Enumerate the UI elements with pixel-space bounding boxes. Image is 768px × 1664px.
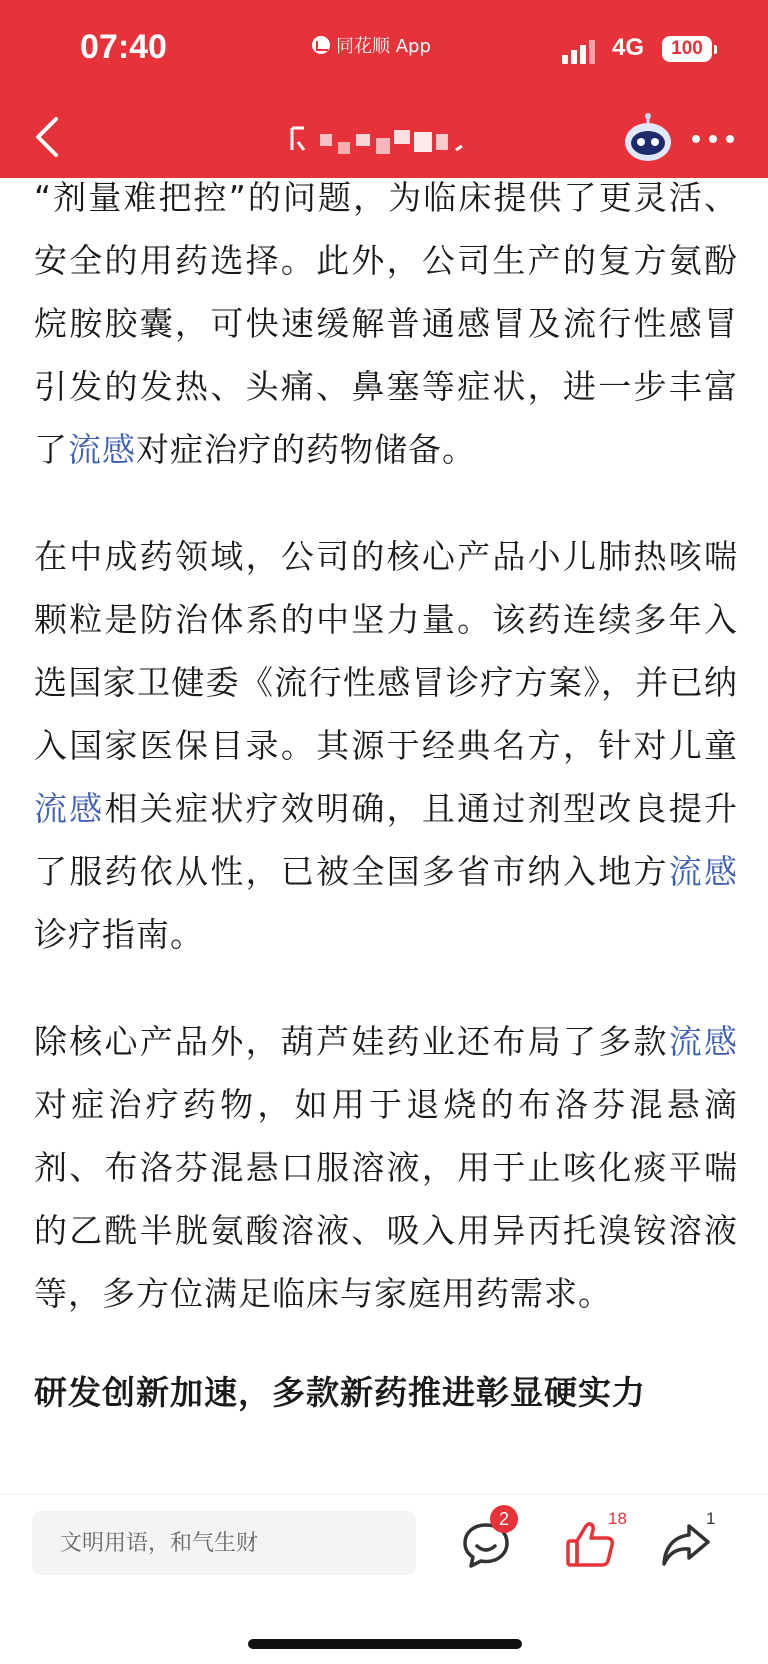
signal-icon	[562, 38, 602, 64]
article-paragraph: 除核心产品外，葫芦娃药业还布局了多款流感对症治疗药物，如用于退烧的布洛芬混悬滴剂、布洛芬混悬口服溶液，用于止咳化痰平喘的乙酰半胱氨酸溶液、吸入用异丙托溴铵溶液等，多方位满足临床与家庭用药需求。	[34, 1022, 739, 1313]
status-bar	[0, 0, 768, 100]
comments-count-badge: 2	[490, 1505, 518, 1533]
comment-input[interactable]	[32, 1511, 416, 1575]
bottom-action-bar	[0, 1494, 768, 1664]
article-paragraph: “剂量难把控”的问题，为临床提供了更灵活、安全的用药选择。此外，公司生产的复方氨酚烷胺胶囊，可快速缓解普通感冒及流行性感冒引发的发热、头痛、鼻塞等症状，进一步丰富了流感对症治疗的药物储备。	[34, 178, 738, 469]
nav-title-obscured	[290, 120, 490, 160]
article-body	[34, 166, 738, 1424]
keyword-link[interactable]: 流感	[668, 852, 739, 891]
app-header	[0, 0, 768, 178]
app-indicator	[312, 30, 431, 60]
network-type: 4G	[612, 34, 645, 61]
keyword-link[interactable]: 流感	[68, 430, 136, 469]
share-button[interactable]	[656, 1511, 720, 1575]
home-indicator[interactable]	[248, 1639, 522, 1649]
like-button[interactable]	[560, 1509, 627, 1575]
shares-count: 1	[706, 1509, 716, 1528]
app-name: 同花顺 App	[336, 36, 431, 57]
robot-icon	[622, 112, 674, 164]
more-button[interactable]	[690, 124, 736, 154]
back-button[interactable]	[28, 112, 72, 162]
battery-icon: 100	[662, 36, 712, 62]
status-time: 07:40	[80, 28, 167, 66]
section-heading: 研发创新加速，多款新药推进彰显硬实力	[34, 1373, 646, 1412]
ai-assistant-button[interactable]	[622, 112, 674, 164]
more-dots-icon	[692, 135, 700, 143]
share-arrow-icon	[660, 1519, 712, 1571]
keyword-link[interactable]: 流感	[34, 789, 105, 828]
article-paragraph: 在中成药领域，公司的核心产品小儿肺热咳喘颗粒是防治体系的中坚力量。该药连续多年入选国家卫健委《流行性感冒诊疗方案》，并已纳入国家医保目录。其源于经典名方，针对儿童流感相关症状疗效明确，且通过剂型改良提升了服药依从性，已被全国多省市纳入地方流感诊疗指南。	[34, 537, 739, 954]
comments-button[interactable]	[456, 1511, 520, 1575]
chevron-left-icon	[28, 112, 72, 162]
likes-count: 18	[608, 1509, 627, 1528]
keyword-link[interactable]: 流感	[668, 1022, 739, 1061]
nav-bar	[0, 100, 768, 178]
app-logo-icon	[312, 36, 330, 54]
